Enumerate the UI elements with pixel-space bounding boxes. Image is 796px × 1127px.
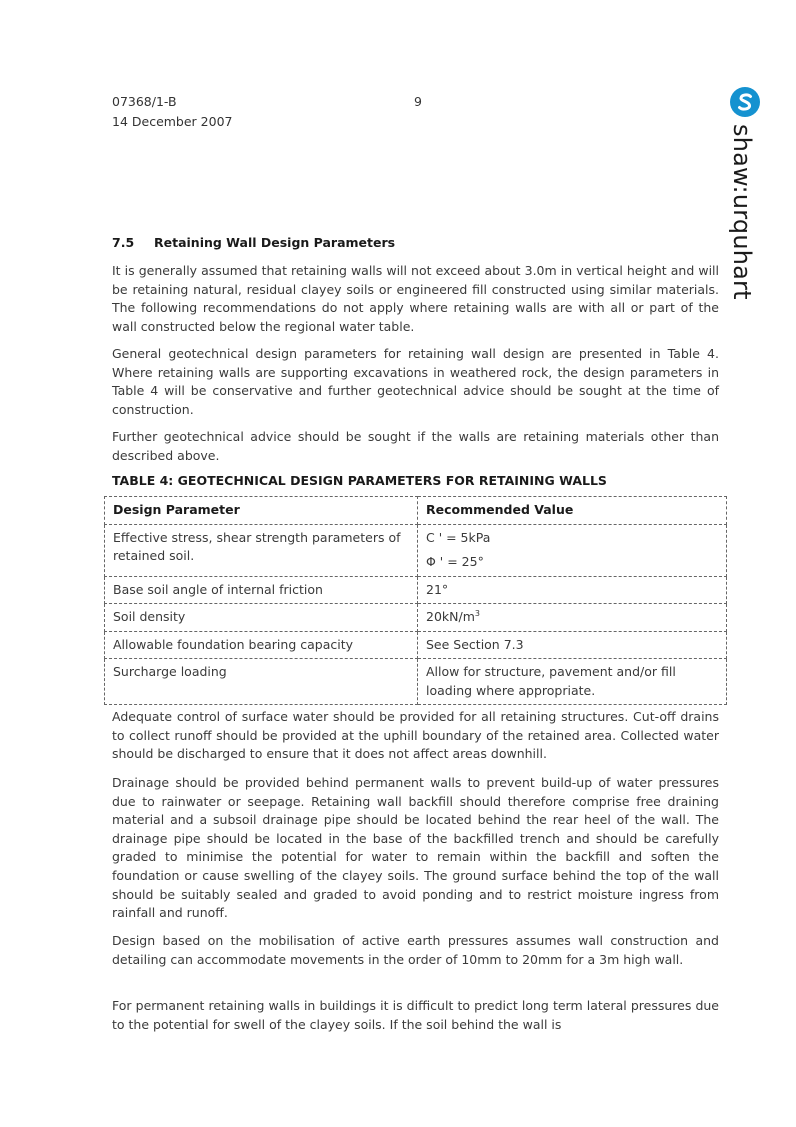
paragraph: Further geotechnical advice should be sought if the walls are retaining materials other than described above. — [112, 429, 719, 463]
parameter-cell: Base soil angle of internal friction — [105, 576, 418, 604]
table-row — [105, 631, 727, 659]
value-cell: See Section 7.3 — [418, 631, 727, 659]
design-parameters-table — [104, 496, 727, 705]
section-heading — [112, 234, 719, 252]
table-row — [105, 659, 727, 705]
table-title: TABLE 4: GEOTECHNICAL DESIGN PARAMETERS FOR RETAINING WALLS — [112, 473, 607, 488]
table-header-row — [105, 497, 727, 525]
section-title: Retaining Wall Design Parameters — [154, 235, 396, 250]
document-reference: 07368/1-B — [112, 94, 177, 109]
section-number: 7.5 — [112, 235, 135, 250]
value-superscript: 3 — [474, 608, 480, 618]
value-cell — [418, 604, 727, 632]
value-text: 20kN/m — [426, 609, 475, 624]
table-row — [105, 576, 727, 604]
value-cell: Allow for structure, pavement and/or fill loading where appropriate. — [418, 659, 727, 705]
value-cell: 21° — [418, 576, 727, 604]
document-date: 14 December 2007 — [112, 114, 233, 129]
logo-mark-icon — [729, 86, 761, 118]
page-number: 9 — [414, 94, 422, 109]
paragraph: Drainage should be provided behind permanent walls to prevent build-up of water pressures due to rainwater or seepage. Retaining wall backfill should therefore comprise free draining material and a subsoil drainage pipe should be located behind the rear heel of the wall. The drainage pipe should be located in the base of the backfilled trench and should be carefully graded to minimise the potential for water to remain within the backfill and soften the foundation or cause swelling of the clayey soils. The ground surface behind the top of the wall should be suitably sealed and graded to avoid ponding and to restrict moisture ingress from rainfall and runoff. — [112, 775, 719, 921]
value-line: C ' = 5kPa — [426, 529, 491, 545]
table-row — [105, 524, 727, 576]
paragraph: Design based on the mobilisation of active earth pressures assumes wall construction and detailing can accommodate movements in the order of 10mm to 20mm for a 3m high wall. — [112, 933, 719, 967]
paragraph: Adequate control of surface water should be provided for all retaining structures. Cut-off drains to collect runoff should be provided at the uphill boundary of the retained area. Collected water should be discharged to ensure that it does not affect areas downhill. — [112, 709, 719, 762]
logo-wordmark: shaw:urquhart — [728, 124, 756, 300]
paragraph: For permanent retaining walls in buildings it is difficult to predict long term lateral pressures due to the potential for swell of the clayey soils. If the soil behind the wall is — [112, 998, 719, 1032]
value-cell — [418, 524, 727, 576]
parameter-cell: Allowable foundation bearing capacity — [105, 631, 418, 659]
parameter-cell: Effective stress, shear strength parameters of retained soil. — [105, 524, 418, 576]
table-row — [105, 604, 727, 632]
value-line: Φ ' = 25° — [426, 554, 484, 569]
company-logo — [724, 86, 768, 316]
parameter-cell: Soil density — [105, 604, 418, 632]
column-header: Design Parameter — [105, 497, 418, 525]
paragraph: General geotechnical design parameters for retaining wall design are presented in Table 4. Where retaining walls are supporting excavations in weathered rock, the design parameters in Table 4 will be conservative and further geotechnical advice should be sought at the time of construction. — [112, 346, 719, 417]
parameter-cell: Surcharge loading — [105, 659, 418, 705]
paragraph: It is generally assumed that retaining walls will not exceed about 3.0m in vertical height and will be retaining natural, residual clayey soils or engineered fill constructed using similar materials. The following recommendations do not apply where retaining walls are with all or part of the wall constructed below the regional water table. — [112, 263, 719, 334]
column-header: Recommended Value — [418, 497, 727, 525]
